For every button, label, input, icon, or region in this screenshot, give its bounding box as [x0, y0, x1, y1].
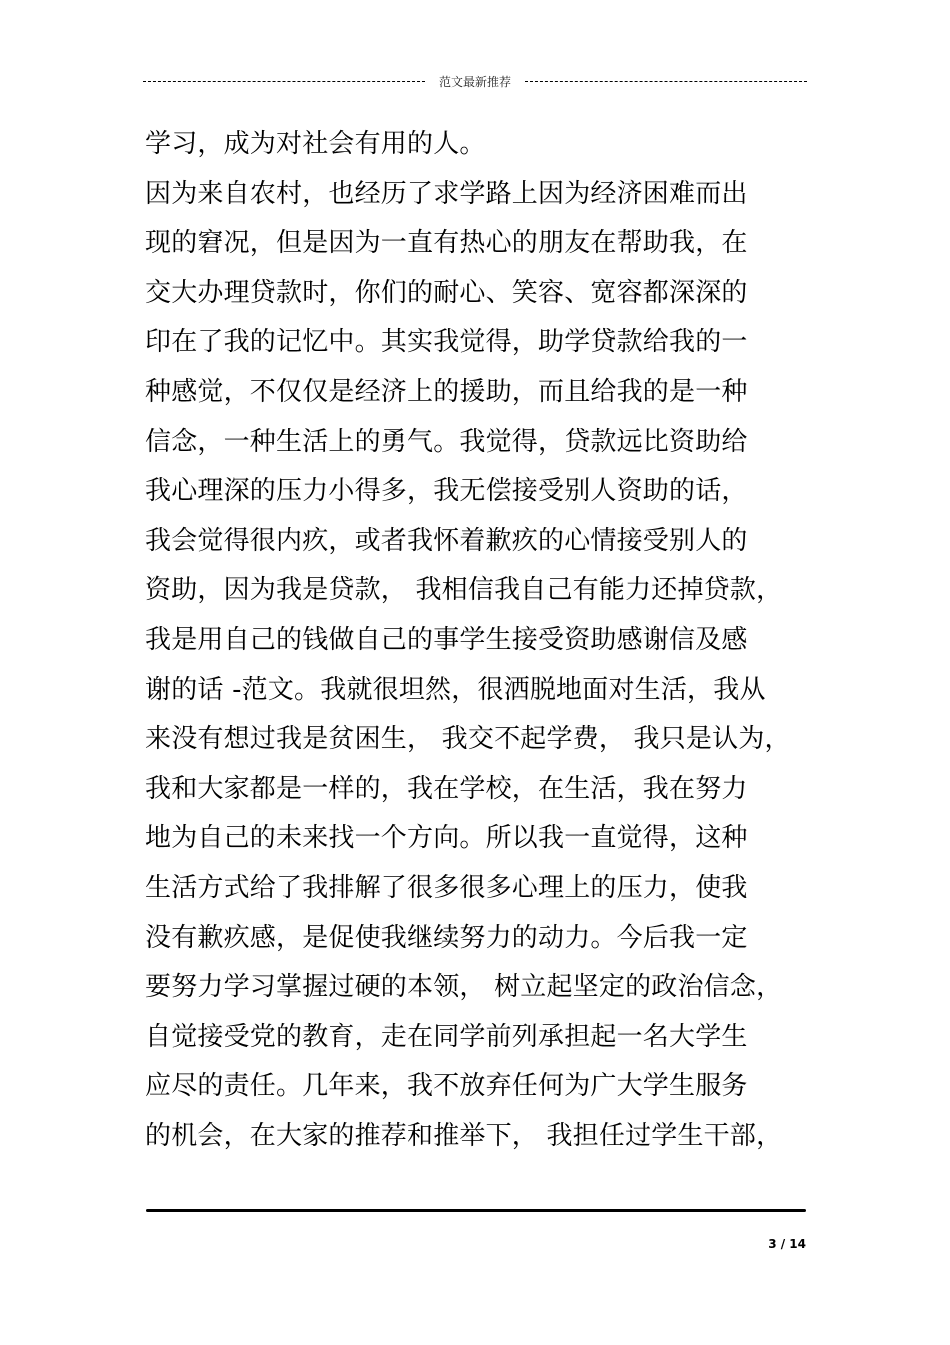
text-line: 的机会，在大家的推荐和推举下， 我担任过学生干部，	[145, 1120, 783, 1151]
text-line: 要努力学习掌握过硬的本领， 树立起坚定的政治信念，	[145, 972, 783, 1003]
text-line: 应尽的责任。几年来，我不放弃任何为广大学生服务	[145, 1071, 748, 1102]
header-dashed-rule-left	[143, 81, 425, 82]
header-dashed-rule-right	[525, 81, 807, 82]
text-line: 信念，一种生活上的勇气。我觉得，贷款远比资助给	[145, 426, 748, 457]
text-line: 谢的话 -范文。我就很坦然，很洒脱地面对生活，我从	[145, 674, 766, 705]
text-line: 学习，成为对社会有用的人。	[145, 129, 486, 159]
text-line: 我心理深的压力小得多，我无偿接受别人资助的话，	[145, 476, 748, 507]
text-line: 我和大家都是一样的，我在学校，在生活，我在努力	[145, 773, 748, 804]
text-line: 现的窘况，但是因为一直有热心的朋友在帮助我，在	[145, 228, 748, 259]
text-line: 交大办理贷款时，你们的耐心、笑容、宽容都深深的	[145, 277, 748, 308]
text-line: 种感觉，不仅仅是经济上的援助，而且给我的是一种	[145, 376, 748, 407]
text-line: 没有歉疚感，是促使我继续努力的动力。今后我一定	[145, 922, 748, 953]
page-number: 3 / 14	[768, 1237, 806, 1251]
text-line: 地为自己的未来找一个方向。所以我一直觉得，这种	[145, 823, 748, 854]
text-line: 生活方式给了我排解了很多很多心理上的压力，使我	[145, 872, 748, 903]
header-title: 范文最新推荐	[439, 74, 512, 89]
text-line: 印在了我的记忆中。其实我觉得，助学贷款给我的一	[145, 327, 748, 358]
body-text	[145, 120, 805, 1161]
text-line: 资助，因为我是贷款， 我相信我自己有能力还掉贷款，	[145, 575, 783, 606]
text-line: 自觉接受党的教育，走在同学前列承担起一名大学生	[145, 1021, 748, 1052]
footer-rule	[146, 1209, 806, 1212]
text-line: 因为来自农村，也经历了求学路上因为经济困难而出	[145, 178, 748, 209]
text-line: 来没有想过我是贫困生， 我交不起学费， 我只是认为，	[145, 724, 791, 755]
text-line: 我会觉得很内疚，或者我怀着歉疚的心情接受别人的	[145, 525, 748, 556]
page-header	[143, 70, 807, 92]
text-line: 我是用自己的钱做自己的事学生接受资助感谢信及感	[145, 624, 748, 655]
